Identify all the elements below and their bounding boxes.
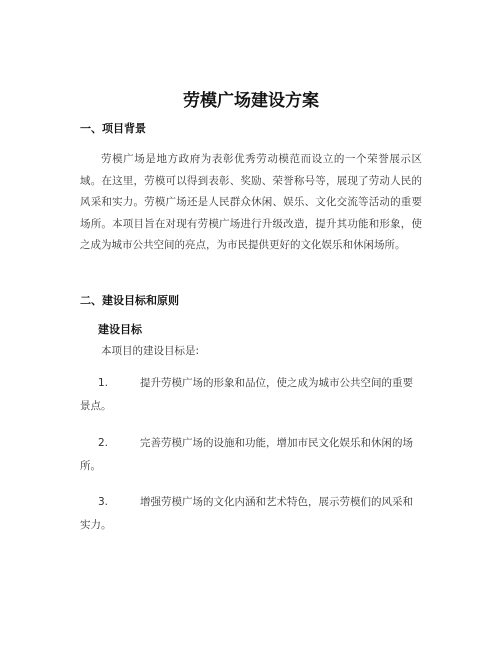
goal-item-number: 1. xyxy=(98,377,109,389)
background-paragraph: 劳模广场是地方政府为表彰优秀劳动模范而设立的一个荣誉展示区域。在这里，劳模可以得到表彰、奖励、荣誉称号等，展现了劳动人民的风采和实力。劳模广场还是人民群众休闲、娱乐、文化交流等活动的重要场所。本项目旨在对现有劳模广场进行升级改造，提升其功能和形象，使之成为城市公共空间的亮点，为市民提供更好的文化娱乐和休闲场所。 xyxy=(80,153,422,252)
goal-item-text: 完善劳模广场的设施和功能，增加市民文化娱乐和休闲的场所。 xyxy=(80,437,413,472)
goal-item-2 xyxy=(80,432,422,478)
section-heading-background: 一、项目背景 xyxy=(80,122,146,135)
goal-item-number: 2. xyxy=(98,437,109,449)
document-title: 劳模广场建设方案 xyxy=(183,91,319,111)
goal-item-text: 提升劳模广场的形象和品位，使之成为城市公共空间的重要景点。 xyxy=(80,377,413,412)
section-heading-goals-principles: 二、建设目标和原则 xyxy=(80,294,179,307)
subheading-goals: 建设目标 xyxy=(98,323,142,336)
goal-item-number: 3. xyxy=(98,496,109,508)
goal-item-1 xyxy=(80,372,422,418)
goal-item-text: 增强劳模广场的文化内涵和艺术特色，展示劳模们的风采和实力。 xyxy=(80,496,413,531)
goals-intro: 本项目的建设目标是: xyxy=(101,345,200,357)
goal-item-3 xyxy=(80,491,422,537)
